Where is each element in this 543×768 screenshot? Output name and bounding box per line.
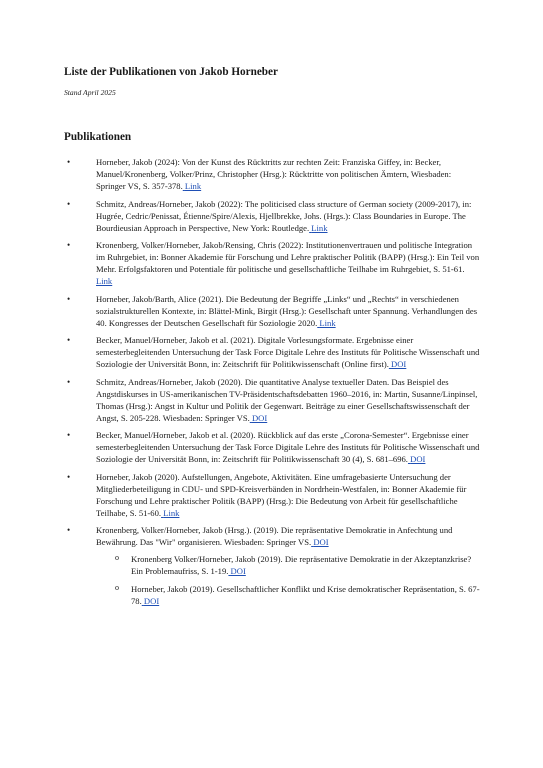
publication-doi-link[interactable]: DOI <box>251 412 268 423</box>
publication-citation: Becker, Manuel/Horneber, Jakob et al. (2020). Rückblick auf das erste „Corona-Semester“. Ergebnisse einer semesterbegleitenden Untersuchung der Task Force Digitale Lehre des Instituts für Politische Wissenschaft und Soziologie der Universität Bonn, in: Zeitschrift für Politikwissenschaft 30 (4), S. 681–696. <box>96 430 480 464</box>
publication-doi-link[interactable]: DOI <box>410 454 426 464</box>
publication-item <box>96 524 481 607</box>
chapter-doi-link[interactable]: DOI <box>143 595 160 606</box>
publication-item <box>96 198 481 234</box>
chapter-doi-link[interactable]: DOI <box>230 566 246 576</box>
publication-citation: Schmitz, Andreas/Horneber, Jakob (2020). Die quantitative Analyse textueller Daten. Das Beispiel des Angstdiskurses in US-amerikanischen TV-Präsidentschaftsdebatten 1960–2016, in: Martin, Susanne/Linpinsel, Thomas (Hrsg.): Angst in Kultur und Politik der Gegenwart. Beiträge zu einer Gesellschaftswissenschaft der Angst, S. 205-228. Wiesbaden: Springer VS. <box>96 376 478 423</box>
publication-link[interactable]: Link <box>319 317 336 328</box>
publication-item <box>96 293 481 329</box>
chapter-item <box>131 553 481 577</box>
publication-citation: Kronenberg, Volker/Horneber, Jakob (Hrsg.). (2019). Die repräsentative Demokratie in Anfechtung und Bewährung. Das "Wir" organisieren. Wiesbaden: Springer VS. <box>96 525 453 547</box>
publication-citation: Becker, Manuel/Horneber, Jakob et al. (2021). Digitale Vorlesungsformate. Ergebnisse einer semesterbegleitenden Untersuchung der Task Force Digitale Lehre des Instituts für Politische Wissenschaft und Soziologie der Universität Bonn, in: Zeitschrift für Politikwissenschaft (Online first). <box>96 335 480 369</box>
chapter-citation: Horneber, Jakob (2019). Gesellschaftlicher Konflikt und Krise demokratischer Repräsentation, S. 67-78. <box>131 583 480 606</box>
publication-doi-link[interactable]: DOI <box>391 359 407 369</box>
chapter-list <box>96 553 481 607</box>
section-title: Publikationen <box>64 131 132 143</box>
publication-link[interactable]: Link <box>96 276 113 286</box>
publication-link[interactable]: Link <box>184 181 202 191</box>
publication-item <box>96 376 481 424</box>
publication-citation: Kronenberg, Volker/Horneber, Jakob/Rensing, Chris (2022): Institutionenvertrauen und politische Integration im Ruhrgebiet, in: Bonner Akademie für Forschung und Lehre praktischer Politik (BAPP) (Hrsg.): Ein Teil von Mehr. Erfolgsfaktoren und Potentiale für politische und gesellschaftliche Teilhabe im Ruhrgebiet, S. 51-61. <box>96 240 480 274</box>
document-date: Stand April 2025 <box>64 88 116 97</box>
publication-citation: Horneber, Jakob (2020). Aufstellungen, Angebote, Aktivitäten. Eine umfragebasierte Untersuchung der Mitgliederbeteiligung in CDU- und SPD-Kreisverbänden in Nordrhein-Westfalen, in: Bonner Akademie für Forschung und Lehre praktischer Politik (BAPP) (Hrsg.): Die Bedeutung von Arbeit für gesellschaftliche Teilhabe, S. 51-60. <box>96 471 467 518</box>
publication-item <box>96 156 481 192</box>
publication-item <box>96 429 481 465</box>
publication-item <box>96 334 481 370</box>
publication-doi-link[interactable]: DOI <box>313 537 329 547</box>
publication-item <box>96 239 481 287</box>
publication-list <box>96 156 481 612</box>
publication-item <box>96 471 481 519</box>
chapter-item <box>131 583 481 607</box>
document-title: Liste der Publikationen von Jakob Horneber <box>64 66 278 78</box>
publication-link[interactable]: Link <box>311 222 328 233</box>
publication-link[interactable]: Link <box>163 507 180 518</box>
chapter-citation: Kronenberg Volker/Horneber, Jakob (2019). Die repräsentative Demokratie in der Akzeptanzkrise? Ein Problemaufriss, S. 1-19. <box>131 554 472 576</box>
publication-citation: Horneber, Jakob (2024): Von der Kunst des Rücktritts zur rechten Zeit: Franziska Giffey, in: Becker, Manuel/Kronenberg, Volker/Prinz, Christopher (Hrsg.): Rücktritte von politischen Ämtern, Wiesbaden: Springer VS, S. 357-378. <box>96 157 452 191</box>
publication-citation: Schmitz, Andreas/Horneber, Jakob (2022): The politicised class structure of German society (2009-2017), in: Hugrée, Cedric/Penissat, Étienne/Spire/Alexis, Hjellbrekke, Johs. (Hrgs.): Class Boundaries in Europe. The Bourdieusian Approach in Perspective, New York: Routledge. <box>96 198 472 233</box>
publication-citation: Horneber, Jakob/Barth, Alice (2021). Die Bedeutung der Begriffe „Links“ und „Rechts“ in verschiedenen sozialstrukturellen Kontexte, in: Blättel-Mink, Birgit (Hrsg.): Gesellschaft unter Spannung. Verhandlungen des 40. Kongresses der Deutschen Gesellschaft für Soziologie 2020. <box>96 293 478 328</box>
